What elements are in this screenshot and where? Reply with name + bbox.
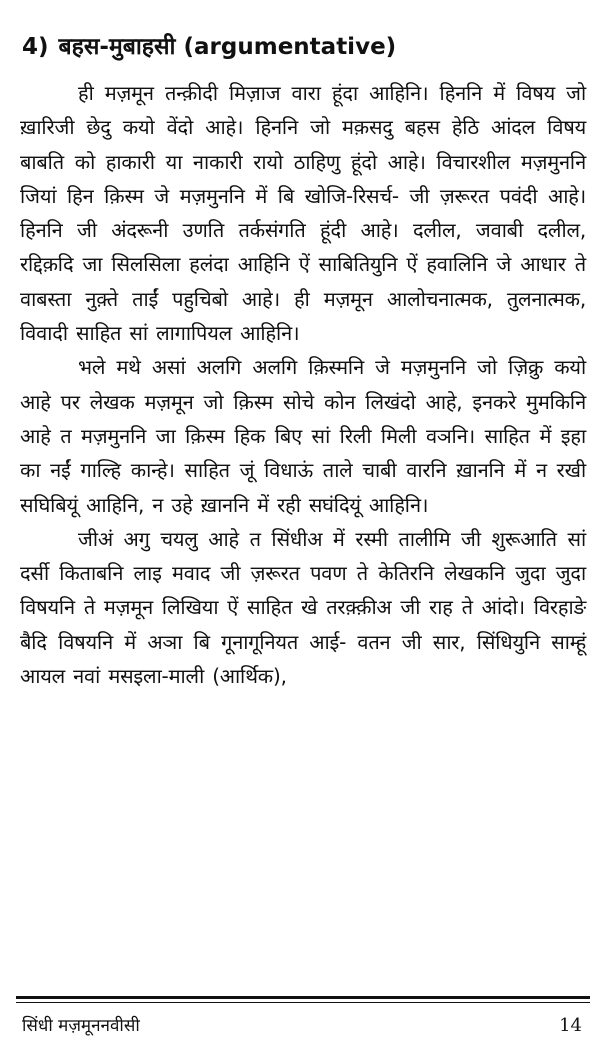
section-number: 4) [22, 34, 49, 60]
paragraph: भले मथे असां अलगि अलगि क़िस्मनि जे मज़मुननि जो ज़िक्रु कयो आहे पर लेखक मज़मून जो क़िस्म सोचे कोन लिखंदो आहे, इनकरे मुमकिनि आहे त मज़मुननि जा क़िस्म हिक बिए सां रिली मिली वञनि। साहित में इहा का नईं गाल्हि कान्हे। साहित जूं विधाऊं ताले चाबी वारनि ख़ाननि में न रखी सघिबियूं आहिनि, न उहे ख़ाननि में रही सघंदियूं आहिनि। [20, 355, 586, 517]
paragraph: ही मज़मून तन्क़ीदी मिज़ाज वारा हूंदा आहिनि। हिननि में विषय जो ख़ारिजी छेदु कयो वेंदो आहे। हिननि जो मक़सदु बहस हेठि आंदल विषय बाबति को हाकारी या नाकारी रायो ठाहिणु हूंदो आहे। विचारशील मज़मुननि जियां हिन क़िस्म जे मज़मुननि में बि खोजि-रिसर्च- जी ज़रूरत पवंदी आहे। हिननि जी अंदरूनी उणति तर्कसंगति हूंदी आहे। दलील, जवाबी दलील, रद्दिक़दि जा सिलसिला हलंदा आहिनि ऐं साबितियुनि ऐं हवालिनि जे आधार ते वाबस्ता नुक़्ते ताईं पहुचिबो आहे। ही मज़मून आलोचनात्मक, तुलनात्मक, विवादी साहित सां लागापियल आहिनि। [20, 81, 586, 346]
footer-divider-thin [16, 1002, 590, 1003]
page-number: 14 [559, 1015, 582, 1036]
body-text [20, 76, 586, 693]
footer-book-title: सिंधी मज़मूननवीसी [22, 1016, 140, 1036]
section-title: बहस-मुबाहसी (argumentative) [58, 34, 397, 60]
paragraph: जीअं अगु चयलु आहे त सिंधीअ में रस्मी तालीमि जी शुरूआति सां दर्सी किताबनि लाइ मवाद जी ज़रूरत पवण ते केतिरनि लेखकनि जुदा जुदा विषयनि ते मज़मून लिखिया ऐं साहित खे तरक़्क़ीअ जी राह ते आंदो। विरहाङे बैदि विषयनि में अञा बि गूनागूनियत आई- वतन जी सार, सिंधियुनि साम्हूं आयल नवां मसइला-माली (आर्थिक), [20, 526, 586, 689]
footer-divider-thick [16, 996, 590, 999]
section-heading [22, 30, 582, 64]
